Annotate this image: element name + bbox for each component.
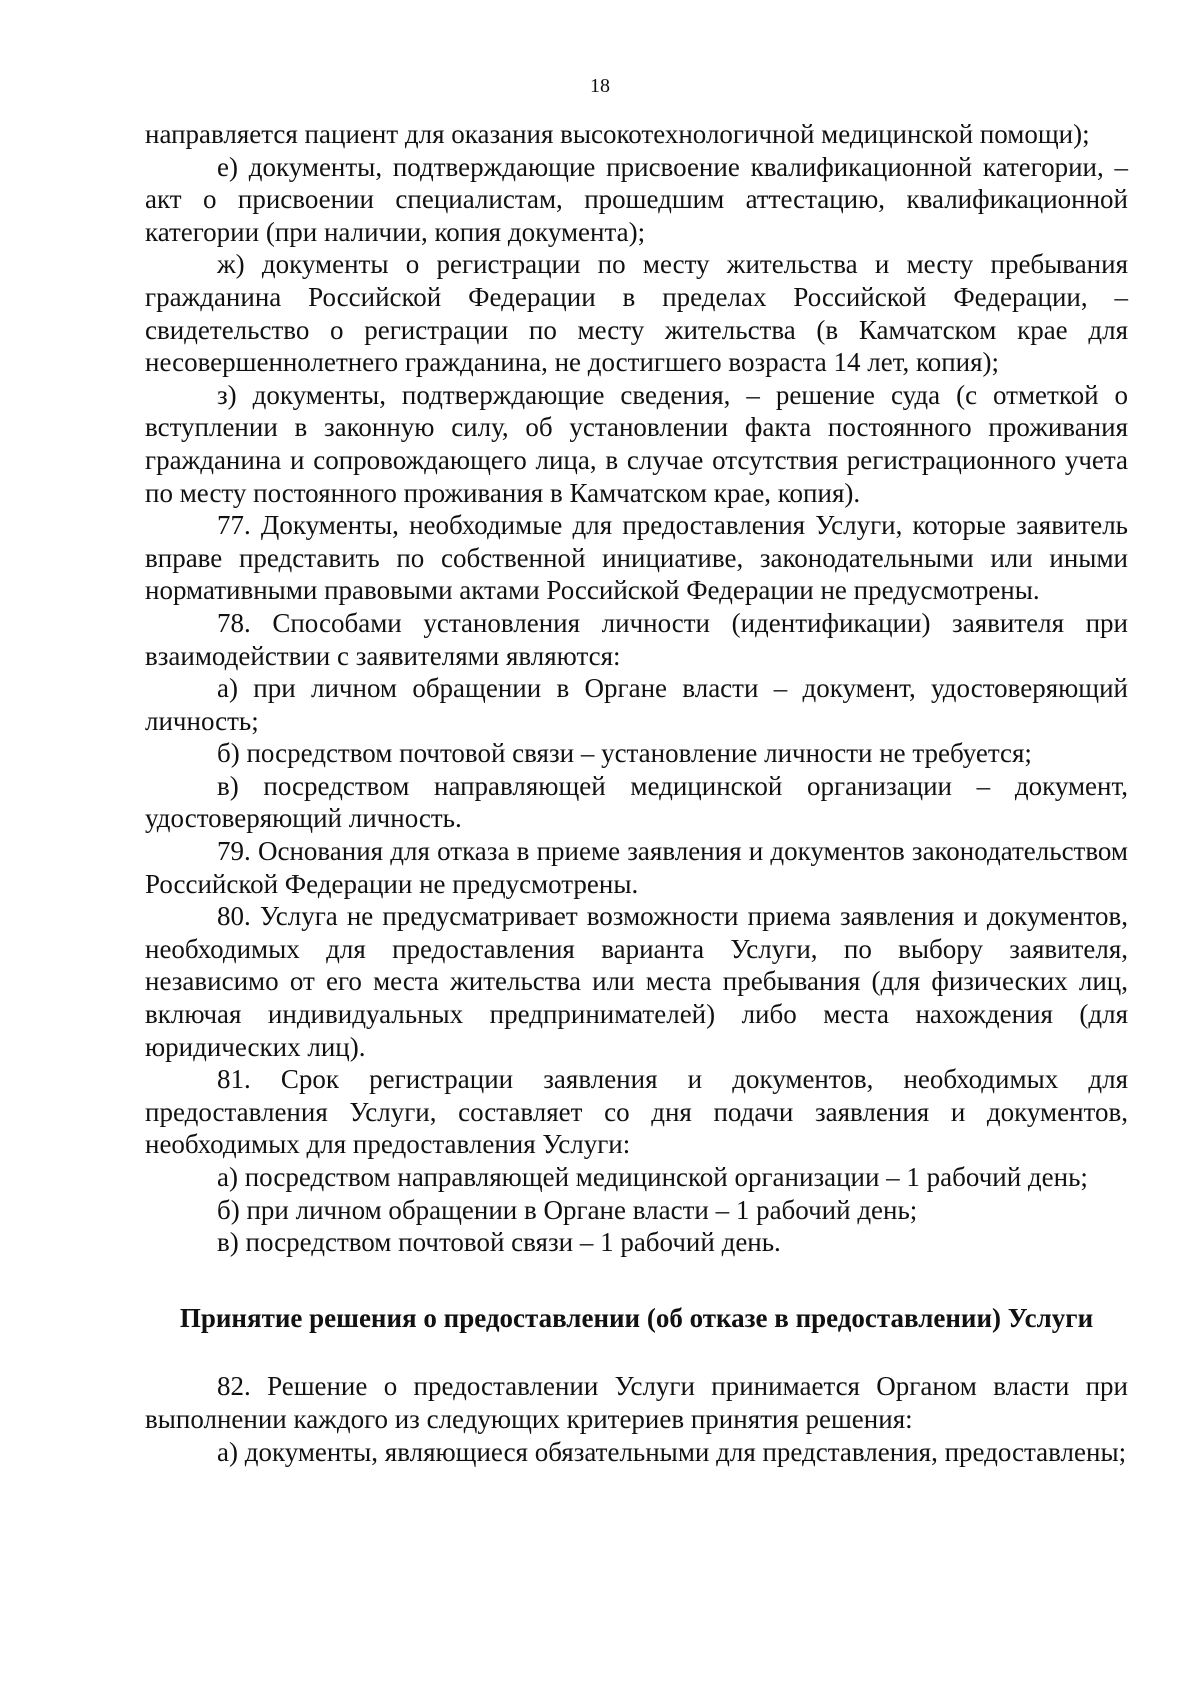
paragraph-continuation: направляется пациент для оказания высокотехнологичной медицинской помощи);	[145, 119, 1090, 149]
document-body	[145, 118, 1128, 1468]
paragraph-item-e: е) документы, подтверждающие присвоение квалификационной категории, – акт о присвоении специалистам, прошедшим аттестацию, квалификационной категории (при наличии, копия документа);	[145, 151, 1128, 247]
paragraph-78-b: б) посредством почтовой связи – установление личности не требуется;	[217, 738, 1032, 769]
paragraph-item-zh: ж) документы о регистрации по месту жительства и месту пребывания гражданина Российской Федерации в пределах Российской Федерации, – свидетельство о регистрации по месту жительства (в Камчатском крае для несовершеннолетнего гражданина, не достигшего возраста 14 лет, копия);	[145, 249, 1128, 378]
paragraph-item-z: з) документы, подтверждающие сведения, – решение суда (с отметкой о вступлении в законную силу, об установлении факта постоянного проживания гражданина и сопровождающего лица, в случае отсутствия регистрационного учета по месту постоянного проживания в Камчатском крае, копия).	[145, 379, 1128, 508]
paragraph-82-a: а) документы, являющиеся обязательными для представления, предоставлены;	[217, 1436, 1127, 1467]
paragraph-80: 80. Услуга не предусматривает возможности приема заявления и документов, необходимых для предоставления варианта Услуги, по выбору заявителя, независимо от его места жительства или места пребывания (для физических лиц, включая индивидуальных предпринимателей) либо места нахождения (для юридических лиц).	[145, 901, 1128, 1062]
paragraph-78: 78. Способами установления личности (идентификации) заявителя при взаимодействии с заявителями являются:	[145, 607, 1128, 671]
page-number: 18	[590, 75, 610, 97]
paragraph-78-v: в) посредством направляющей медицинской организации – документ, удостоверяющий личность.	[145, 770, 1128, 834]
paragraph-81-v: в) посредством почтовой связи – 1 рабочий день.	[217, 1227, 781, 1258]
paragraph-81-a: а) посредством направляющей медицинской организации – 1 рабочий день;	[217, 1162, 1088, 1192]
paragraph-78-a: а) при личном обращении в Органе власти – документ, удостоверяющий личность;	[145, 673, 1128, 736]
paragraph-82: 82. Решение о предоставлении Услуги принимается Органом власти при выполнении каждого из следующих критериев принятия решения:	[145, 1371, 1128, 1434]
paragraph-81-b: б) при личном обращении в Органе власти – 1 рабочий день;	[217, 1194, 918, 1225]
paragraph-79: 79. Основания для отказа в приеме заявления и документов законодательством Российской Федерации не предусмотрены.	[145, 836, 1128, 899]
section-heading: Принятие решения о предоставлении (об отказе в предоставлении) Услуги	[179, 1302, 1094, 1333]
paragraph-81: 81. Срок регистрации заявления и документов, необходимых для предоставления Услуги, составляет со дня подачи заявления и документов, необходимых для предоставления Услуги:	[145, 1064, 1128, 1160]
paragraph-77: 77. Документы, необходимые для предоставления Услуги, которые заявитель вправе представить по собственной инициативе, законодательными или иными нормативными правовыми актами Российской Федерации не предусмотрены.	[145, 510, 1128, 606]
